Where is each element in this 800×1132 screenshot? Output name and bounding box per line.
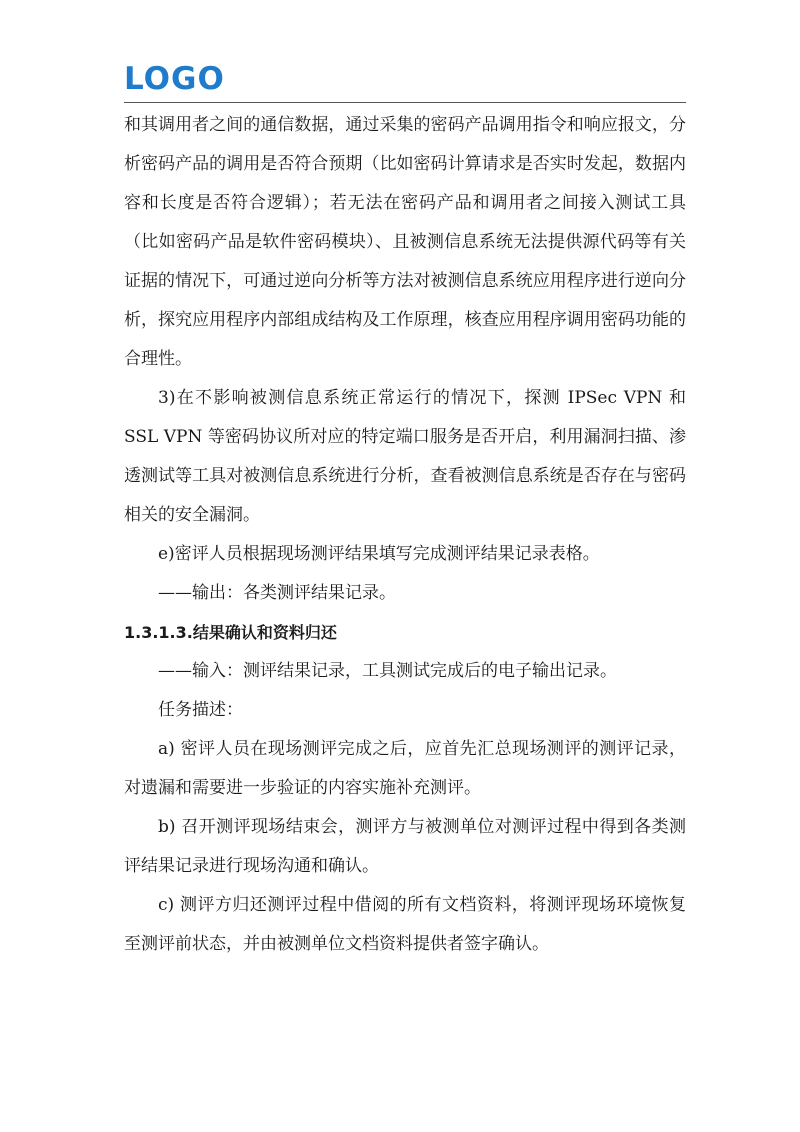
paragraph-output: ——输出：各类测评结果记录。: [158, 583, 396, 603]
paragraph-item-3: 3)在不影响被测信息系统正常运行的情况下，探测 IPSec VPN 和 SSL VPN 等密码协议所对应的特定端口服务是否开启，利用漏洞扫描、渗透测试等工具对被测信息系统进行分析，查看被测信息系统是否存在与密码相关的安全漏洞。: [124, 388, 686, 525]
page-header: [124, 62, 686, 103]
paragraph-continuation: 和其调用者之间的通信数据，通过采集的密码产品调用指令和响应报文，分析密码产品的调用是否符合预期（比如密码计算请求是否实时发起，数据内容和长度是否符合逻辑）；若无法在密码产品和调用者之间接入测试工具（比如密码产品是软件密码模块）、且被测信息系统无法提供源代码等有关证据的情况下，可通过逆向分析等方法对被测信息系统应用程序进行逆向分析，探究应用程序内部组成结构及工作原理，核查应用程序调用密码功能的合理性。: [124, 115, 686, 369]
section-heading: 1.3.1.3.结果确认和资料归还: [124, 623, 337, 642]
document-body: [124, 106, 686, 964]
paragraph-item-c: c) 测评方归还测评过程中借阅的所有文档资料，将测评现场环境恢复至测评前状态，并由被测单位文档资料提供者签字确认。: [124, 895, 686, 954]
paragraph-item-e: e)密评人员根据现场测评结果填写完成测评结果记录表格。: [158, 544, 600, 564]
paragraph-task-description: 任务描述：: [158, 700, 243, 720]
paragraph-input: ——输入：测评结果记录，工具测试完成后的电子输出记录。: [158, 661, 617, 681]
paragraph-item-a: a) 密评人员在现场测评完成之后，应首先汇总现场测评的测评记录，对遗漏和需要进一步验证的内容实施补充测评。: [124, 739, 686, 798]
logo: LOGO: [124, 61, 225, 97]
paragraph-item-b: b) 召开测评现场结束会，测评方与被测单位对测评过程中得到各类测评结果记录进行现场沟通和确认。: [124, 817, 686, 876]
